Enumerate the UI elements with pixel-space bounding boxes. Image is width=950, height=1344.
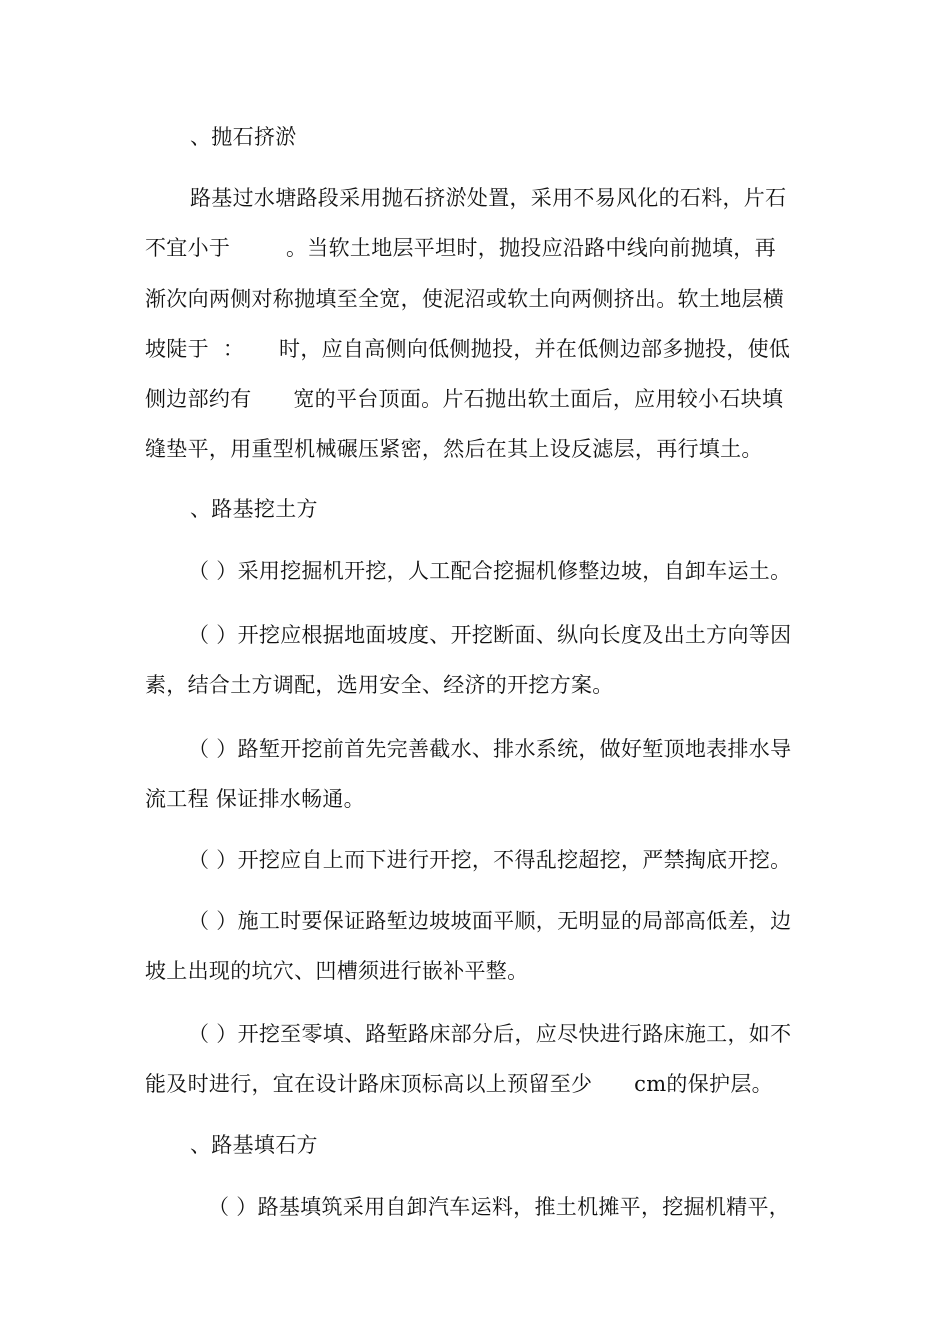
paragraph-line: 坡陡于 ： 时，应自高侧向低侧抛投，并在低侧边部多抛投，使低	[145, 337, 791, 361]
list-item: （ ）开挖应自上而下进行开挖，不得乱挖超挖，严禁掏底开挖。	[188, 848, 792, 872]
list-item: （ ）开挖应根据地面坡度、开挖断面、纵向长度及出土方向等因	[188, 623, 792, 647]
section-heading-rock-embankment: 、路基填石方	[190, 1133, 318, 1157]
paragraph-line: 不宜小于 。当软土地层平坦时，抛投应沿路中线向前抛填，再	[145, 236, 776, 260]
list-item-continuation: 坡上出现的坑穴、凹槽须进行嵌补平整。	[145, 959, 529, 983]
paragraph-line: 渐次向两侧对称抛填至全宽，使泥沼或软土向两侧挤出。软土地层横	[145, 287, 784, 311]
section-heading-rock-fill: 、抛石挤淤	[190, 125, 297, 149]
paragraph-line: 侧边部约有 宽的平台顶面。片石抛出软土面后，应用较小石块填	[145, 387, 784, 411]
list-item-continuation: 流工程 保证排水畅通。	[145, 787, 365, 811]
list-item-continuation: 能及时进行，宜在设计路床顶标高以上预留至少 cm的保护层。	[145, 1072, 773, 1096]
list-item-continuation: 素，结合土方调配，选用安全、经济的开挖方案。	[145, 673, 614, 697]
list-item: （ ）路基填筑采用自卸汽车运料，推土机摊平，挖掘机精平，	[208, 1195, 791, 1219]
list-item: （ ）施工时要保证路堑边坡坡面平顺，无明显的局部高低差，边	[188, 909, 792, 933]
section-heading-excavation: 、路基挖土方	[190, 497, 318, 521]
paragraph-line: 缝垫平，用重型机械碾压紧密，然后在其上设反滤层，再行填土。	[145, 437, 763, 461]
list-item: （ ）开挖至零填、路堑路床部分后，应尽快进行路床施工，如不	[188, 1022, 792, 1046]
list-item: （ ）路堑开挖前首先完善截水、排水系统，做好堑顶地表排水导	[188, 737, 792, 761]
list-item: （ ）采用挖掘机开挖，人工配合挖掘机修整边坡，自卸车运土。	[188, 559, 792, 583]
paragraph-line: 路基过水塘路段采用抛石挤淤处置，采用不易风化的石料，片石	[190, 186, 787, 210]
